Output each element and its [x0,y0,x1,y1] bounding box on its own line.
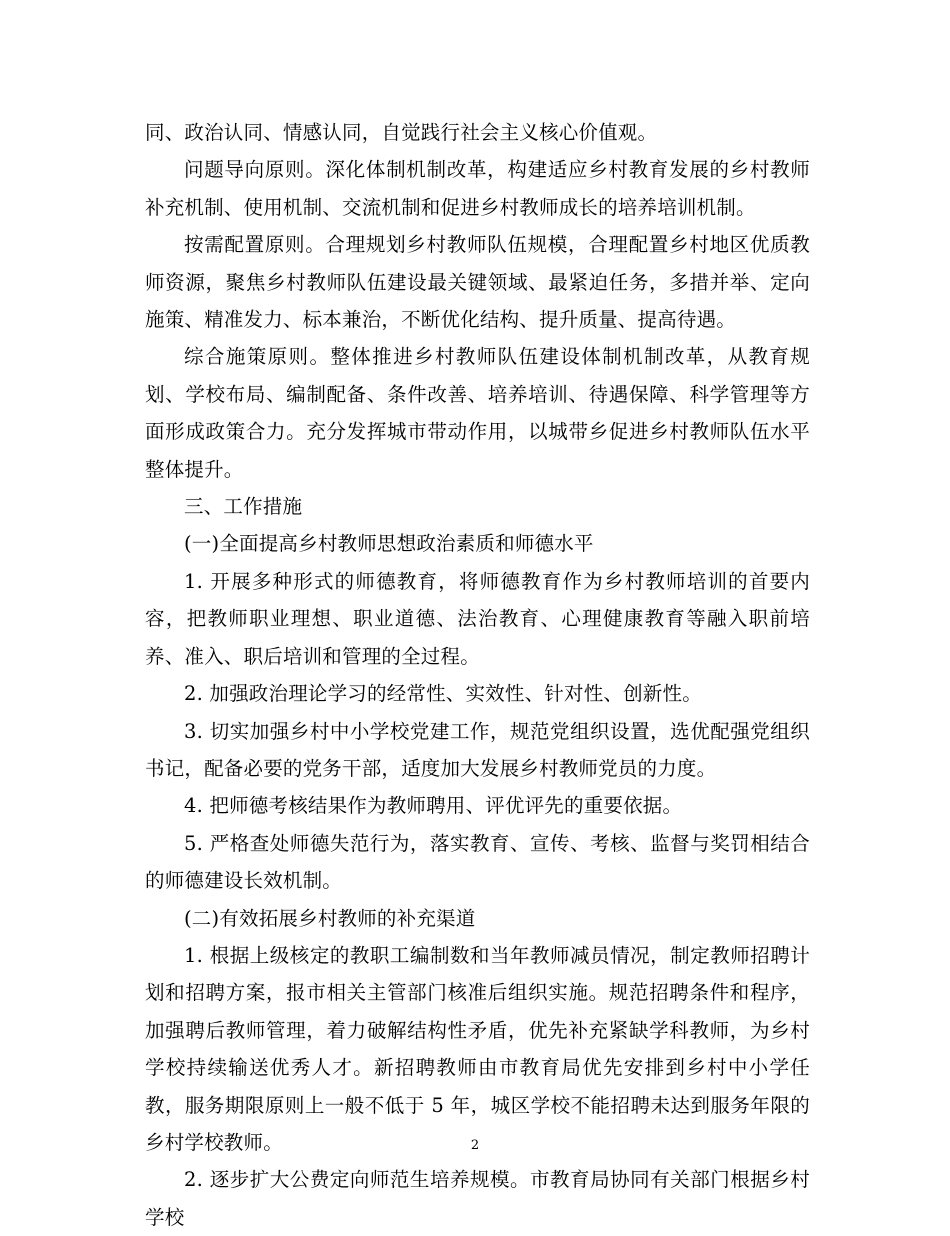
list-item: 2. 加强政治理论学习的经常性、实效性、针对性、创新性。 [184,682,702,706]
list-item: 2. 逐步扩大公费定向师范生培养规模。市教育局协同有关部门根据乡村学校 [145,1168,810,1229]
paragraph: 综合施策原则。整体推进乡村教师队伍建设体制机制改革，从教育规划、学校布局、编制配备、条件改善、培养培训、待遇保障、科学管理等方面形成政策合力。充分发挥城市带动作用，以城带乡促进乡村教师队伍水平整体提升。 [145,345,810,481]
section-heading: 三、工作措施 [184,495,303,519]
paragraph: 问题导向原则。深化体制机制改革，构建适应乡村教育发展的乡村教师补充机制、使用机制、交流机制和促进乡村教师成长的培养培训机制。 [145,158,810,219]
paragraph: 按需配置原则。合理规划乡村教师队伍规模，合理配置乡村地区优质教师资源，聚焦乡村教师队伍建设最关键领域、最紧迫任务，多措并举、定向施策、精准发力、标本兼治，不断优化结构、提升质量、提高待遇。 [145,233,810,332]
subsection-heading: (一)全面提高乡村教师思想政治素质和师德水平 [184,532,594,556]
page-number: 2 [470,1138,480,1153]
list-item: 1. 根据上级核定的教职工编制数和当年教师减员情况，制定教师招聘计划和招聘方案，报市相关主管部门核准后组织实施。规范招聘条件和程序，加强聘后教师管理，着力破解结构性矛盾，优先补充紧缺学科教师，为乡村学校持续输送优秀人才。新招聘教师由市教育局优先安排到乡村中小学任教，服务期限原则上一般不低于 5 年，城区学校不能招聘未达到服务年限的乡村学校教师。 [145,943,810,1154]
list-item: 3. 切实加强乡村中小学校党建工作，规范党组织设置，选优配强党组织书记，配备必要的党务干部，适度加大发展乡村教师党员的力度。 [145,719,810,780]
paragraph: 同、政治认同、情感认同，自觉践行社会主义核心价值观。 [145,121,658,144]
subsection-heading: (二)有效拓展乡村教师的补充渠道 [184,906,476,930]
list-item: 4. 把师德考核结果作为教师聘用、评优评先的重要依据。 [184,794,683,818]
list-item: 5. 严格查处师德失范行为，落实教育、宣传、考核、监督与奖罚相结合的师德建设长效机制。 [145,831,810,893]
document-body [145,114,810,1236]
list-item: 1. 开展多种形式的师德教育，将师德教育作为乡村教师培训的首要内容，把教师职业理想、职业道德、法治教育、心理健康教育等融入职前培养、准入、职后培训和管理的全过程。 [145,569,810,668]
